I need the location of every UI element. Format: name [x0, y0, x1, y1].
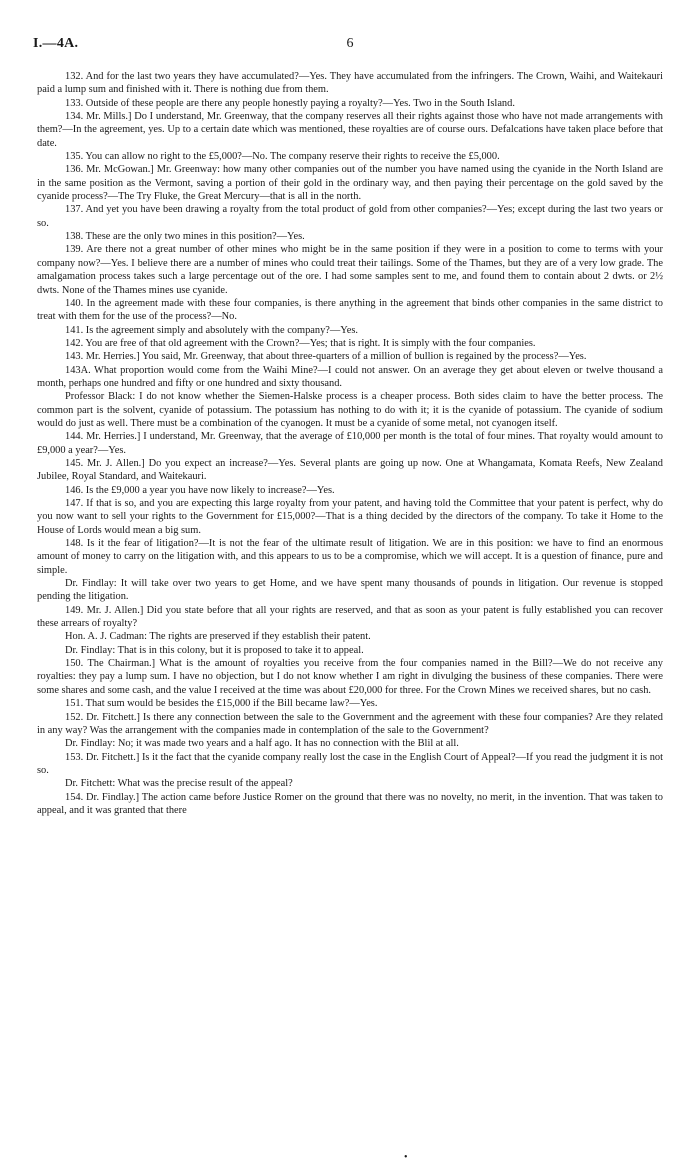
paragraph-148: 148. Is it the fear of litigation?—It is not the fear of the ultimate result of litigation. We are in this position: we have to find an enormous amount of money to carry on the litigation with, and this appears to us to be a compromise, which we will accept. It is a question of finance, pure and simple. — [37, 538, 663, 576]
page-header — [33, 36, 667, 54]
paragraph-135: 135. You can allow no right to the £5,000?—No. The company reserve their rights to receive the £5,000. — [65, 151, 500, 163]
paragraph-hon-cadman: Hon. A. J. Cadman: The rights are preserved if they establish their patent. — [65, 631, 371, 643]
paragraph-139: 139. Are there not a great number of other mines who might be in the same position if they were in a position to come to terms with your company now?—Yes. I believe there are a number of mines who could treat their tailings. Some of the Thames, but they are of a very low grade. The amalgamation process takes such a large percentage out of the ore. I had some samples sent to me, and found them to contain about 2 dwts. or 2½ dwts. None of the Thames mines use cyanide. — [37, 244, 663, 296]
paragraph-154: 154. Dr. Findlay.] The action came before Justice Romer on the ground that there was no novelty, no merit, in the invention. That was taken to appeal, and it was granted that there — [37, 791, 663, 816]
paragraph-dr-fitchett: Dr. Fitchett: What was the precise result of the appeal? — [65, 778, 293, 790]
paragraph-149: 149. Mr. J. Allen.] Did you state before that all your rights are reserved, and that as soon as your patent is fully established you can recover these arrears of royalty? — [37, 604, 663, 630]
paragraph-133: 133. Outside of these people are there any people honestly paying a royalty?—Yes. Two in the South Island. — [65, 97, 515, 109]
paragraph-142: 142. You are free of that old agreement with the Crown?—Yes; that is right. It is simply with the four companies. — [65, 337, 536, 349]
paragraph-132: 132. And for the last two years they have accumulated?—Yes. They have accumulated from the infringers. The Crown, Waihi, and Waitekauri paid a lump sum and finished with it. There is nothing due from them. — [37, 71, 663, 96]
page-number: 6 — [346, 36, 354, 51]
page-mark: • — [404, 1152, 408, 1163]
paragraph-138: 138. These are the only two mines in this position?—Yes. — [65, 231, 305, 243]
document-reference: I.—4A. — [33, 36, 79, 51]
paragraph-134: 134. Mr. Mills.] Do I understand, Mr. Greenway, that the company reserves all their rights against those who have not made arrangements with them?—In the agreement, yes. Up to a certain date which was mentioned, these royalties are of course ours. Defalcations have taken place before that date. — [37, 111, 663, 149]
paragraph-143a: 143A. What proportion would come from the Waihi Mine?—I could not answer. On an average they get about eleven or twelve thousand a month, perhaps one hundred and fifty or one hundred and sixty thousand. — [37, 364, 663, 389]
paragraph-153: 153. Dr. Fitchett.] Is it the fact that the cyanide company really lost the case in the English Court of Appeal?—If you read the judgment it is not so. — [37, 751, 663, 776]
paragraph-150: 150. The Chairman.] What is the amount of royalties you receive from the four companies named in the Bill?—We do not receive any royalties: they pay a lump sum. I have no objection, but I do not know whether I am right in divulging the business of these companies. There were some shares and some cash, and the value I received at the time was about £20,000 for three. For the Crown Mines we received shares, but no cash. — [37, 658, 663, 696]
paragraph-141: 141. Is the agreement simply and absolutely with the company?—Yes. — [65, 324, 359, 336]
document-body — [37, 70, 663, 817]
paragraph-151: 151. That sum would be besides the £15,000 if the Bill became law?—Yes. — [65, 698, 378, 710]
paragraph-dr-findlay-2: Dr. Findlay: That is in this colony, but it is proposed to take it to appeal. — [65, 644, 364, 656]
paragraph-144: 144. Mr. Herries.] I understand, Mr. Greenway, that the average of £10,000 per month is the total of four mines. That royalty would amount to £9,000 a year?—Yes. — [37, 431, 663, 456]
paragraph-dr-findlay-1: Dr. Findlay: It will take over two years to get Home, and we have spent many thousands of pounds in litigation. Our revenue is stopped pending the litigation. — [37, 578, 663, 603]
paragraph-146: 146. Is the £9,000 a year you have now likely to increase?—Yes. — [65, 484, 335, 496]
paragraph-dr-findlay-3: Dr. Findlay: No; it was made two years and a half ago. It has no connection with the Blil at all. — [65, 738, 459, 750]
paragraph-145: 145. Mr. J. Allen.] Do you expect an increase?—Yes. Several plants are going up now. One at Whangamata, Komata Reefs, New Zealand Jubilee, Royal Standard, and Waitekauri. — [37, 457, 663, 483]
paragraph-147: 147. If that is so, and you are expecting this large royalty from your patent, and having told the Committee that your patent is perfect, why do you now want to sell your rights to the Government for £15,000?—That is a thing decided by the directors of the company. To take it Home to the House of Lords would mean a big sum. — [37, 498, 663, 536]
paragraph-137: 137. And yet you have been drawing a royalty from the total product of gold from other companies?—Yes; except during the last two years or so. — [37, 204, 663, 229]
paragraph-140: 140. In the agreement made with these four companies, is there anything in the agreement that binds other companies in the same district to treat with them for the use of the process?—No. — [37, 297, 663, 323]
paragraph-152: 152. Dr. Fitchett.] Is there any connection between the sale to the Government and the agreement with these four companies? Are they related in any way? Was the arrangement with the companies made in contemplation of the sale to the Government? — [37, 711, 663, 736]
paragraph-professor-black: Professor Black: I do not know whether the Siemen-Halske process is a cheaper process. Both sides claim to have the better process. The common part is the solvent, cyanide of potassium. The potassium has nothing to do with it; it is the cyanide of potassium. The cyanide of sodium would do just as well. There must be a combination of the cyanogen. It must be a cyanide of some metal, not cyanogen itself. — [37, 391, 663, 429]
paragraph-136: 136. Mr. McGowan.] Mr. Greenway: how many other companies out of the number you have named using the cyanide in the North Island are in the same position as the Vermont, saving a portion of their gold in the ordinary way, and then paying their percentage on the gold saved by the cyanide process?—The Try Fluke, the Great Mercury—that is all in the north. — [37, 164, 663, 203]
paragraph-143: 143. Mr. Herries.] You said, Mr. Greenway, that about three-quarters of a million of bullion is regained by the process?—Yes. — [65, 351, 587, 363]
